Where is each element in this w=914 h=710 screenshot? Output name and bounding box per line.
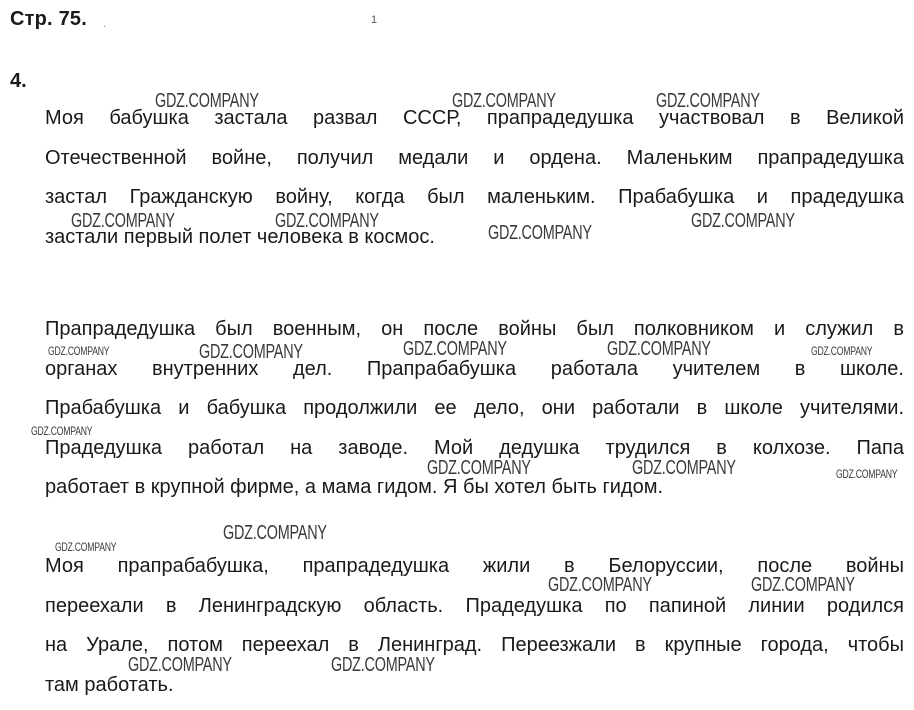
watermark: GDZ.COMPANY — [155, 90, 259, 112]
page-title: Стр. 75. — [10, 8, 87, 30]
paragraph-line: застали первый полет человека в космос. — [45, 225, 435, 248]
paragraph-line: органах внутренних дел. Прапрабабушка работала учителем в школе. — [45, 357, 904, 380]
answer-paragraph-1 — [45, 99, 904, 257]
paragraph-line: переехали в Ленинградскую область. Прадедушка по папиной линии родился — [45, 594, 904, 617]
watermark: GDZ.COMPANY — [31, 424, 93, 438]
watermark: GDZ.COMPANY — [632, 457, 736, 479]
watermark: GDZ.COMPANY — [223, 522, 327, 544]
watermark: GDZ.COMPANY — [488, 222, 592, 244]
watermark: GDZ.COMPANY — [403, 338, 507, 360]
watermark: GDZ.COMPANY — [836, 467, 898, 481]
watermark: GDZ.COMPANY — [452, 90, 556, 112]
watermark: GDZ.COMPANY — [691, 210, 795, 232]
watermark: GDZ.COMPANY — [331, 654, 435, 676]
watermark: GDZ.COMPANY — [751, 574, 855, 596]
watermark: GDZ.COMPANY — [427, 457, 531, 479]
watermark: GDZ.COMPANY — [128, 654, 232, 676]
paragraph-line: застал Гражданскую войну, когда был маленьким. Прабабушка и прадедушка — [45, 186, 904, 208]
paragraph-line: на Урале, потом переехал в Ленинград. Переезжали в крупные города, чтобы — [45, 634, 904, 656]
watermark: GDZ.COMPANY — [607, 338, 711, 360]
watermark: GDZ.COMPANY — [71, 210, 175, 232]
paragraph-line: там работать. — [45, 673, 174, 696]
paragraph-line: Моя прапрабабушка, прапрадедушка жили в Белоруссии, после войны — [45, 555, 904, 577]
paragraph-line: Моя бабушка застала развал СССР, прапрадедушка участвовал в Великой — [45, 107, 904, 129]
watermark: GDZ.COMPANY — [199, 341, 303, 363]
task-number: 4. — [10, 70, 27, 92]
paragraph-line: Прадедушка работал на заводе. Мой дедушка трудился в колхозе. Папа — [45, 436, 904, 459]
paragraph-line: работает в крупной фирме, а мама гидом. Я бы хотел быть гидом. — [45, 476, 664, 498]
tick-mark: 1 — [371, 14, 378, 26]
watermark: GDZ.COMPANY — [548, 574, 652, 596]
watermark: GDZ.COMPANY — [656, 90, 760, 112]
answer-paragraph-3 — [45, 547, 904, 705]
watermark: GDZ.COMPANY — [811, 344, 873, 358]
watermark: GDZ.COMPANY — [55, 540, 117, 554]
watermark: GDZ.COMPANY — [275, 210, 379, 232]
paragraph-line: Прапрадедушка был военным, он после войны был полковником и служил в — [45, 318, 904, 340]
paragraph-line: Отечественной войне, получил медали и ордена. Маленьким прапрадедушка — [45, 146, 904, 169]
paragraph-line: Прабабушка и бабушка продолжили ее дело, они работали в школе учителями. — [45, 397, 904, 419]
watermark: GDZ.COMPANY — [48, 344, 110, 358]
dot-mark: . — [103, 16, 107, 30]
